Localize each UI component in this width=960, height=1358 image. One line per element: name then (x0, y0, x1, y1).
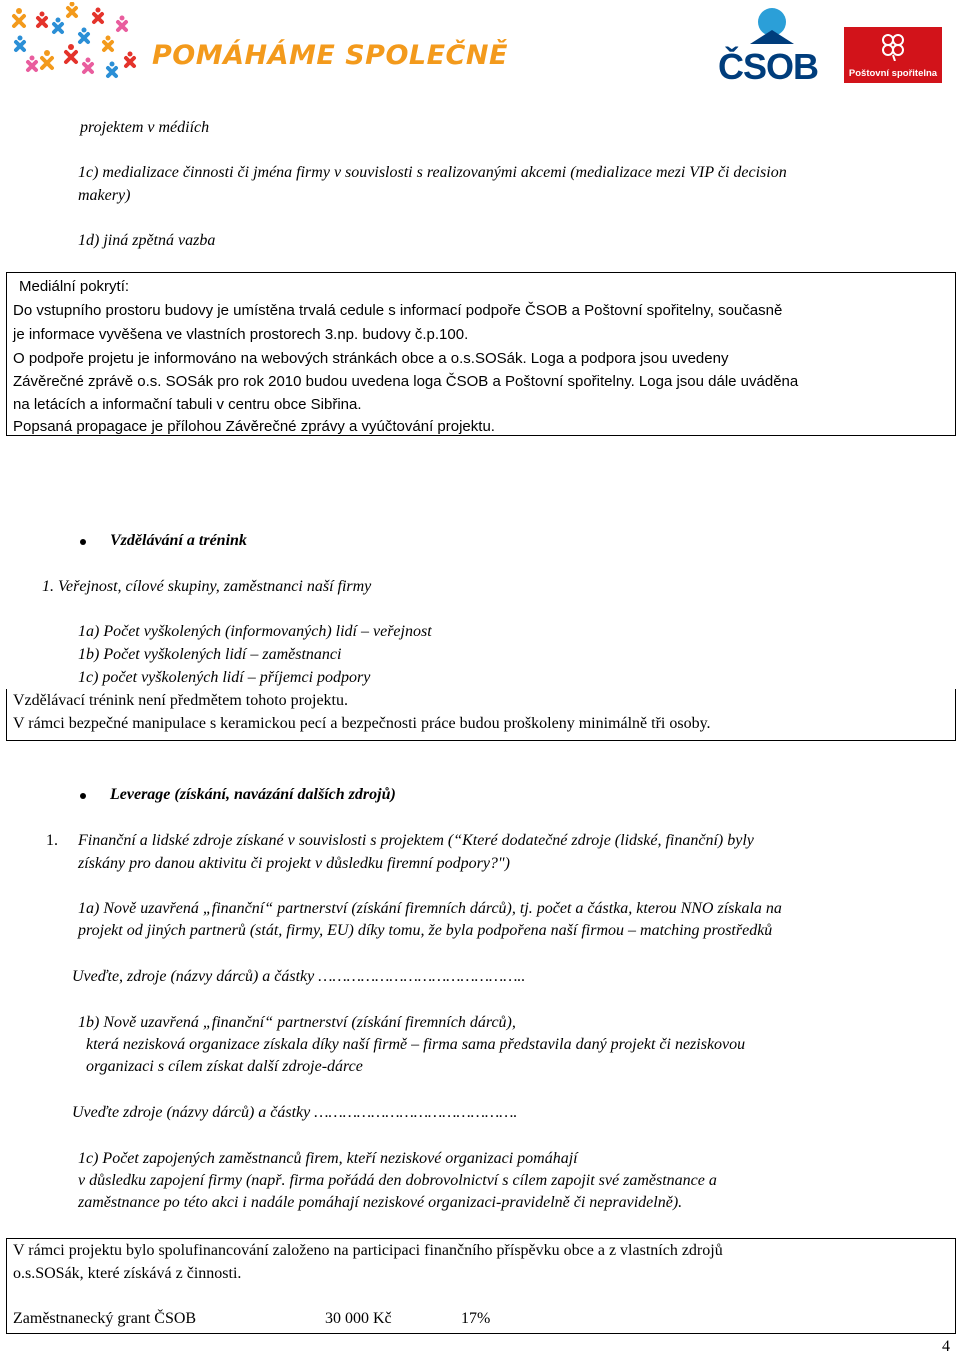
pomahame-logo-text: POMÁHÁME SPOLEČNĚ (152, 40, 508, 71)
training-box-line-1: Vzdělávací trénink není předmětem tohoto projektu. (13, 692, 348, 709)
grant-label: Zaměstnanecký grant ČSOB (13, 1310, 197, 1327)
leverage-1c-line-1: 1c) Počet zapojených zaměstnanců firem, kteří neziskové organizaci pomáhají (78, 1150, 578, 1167)
media-line-5: Závěrečné zprávě o.s. SOSák pro rok 2010 budou uvedena loga ČSOB a Poštovní spořitelny. Loga jsou dále uváděna (13, 373, 799, 390)
training-item-1: 1. Veřejnost, cílové skupiny, zaměstnanci naší firmy (42, 578, 372, 595)
media-line-2: Do vstupního prostoru budovy je umístěna trvalá cedule s informací podpoře ČSOB a Poštovní spořitelny, současně (13, 302, 783, 319)
training-box-line-2: V rámci bezpečné manipulace s keramickou pecí a bezpečnosti práce budou proškoleny minimálně tři osoby. (13, 715, 711, 732)
funding-line-1: V rámci projektu bylo spolufinancování založeno na participaci finančního příspěvku obce a z vlastních zdrojů (13, 1242, 723, 1259)
text-projektem: projektem v médiích (80, 119, 210, 136)
clover-icon (879, 31, 907, 61)
figures-icon (8, 2, 148, 82)
training-box (6, 689, 956, 741)
media-line-6: na letácích a informační tabuli v centru obce Sibřina. (13, 396, 362, 413)
leverage-1b-line-3: organizaci s cílem získat další zdroje-dárce (86, 1058, 363, 1075)
leverage-line-2: získány pro danou aktivitu či projekt v důsledku firemní podpory?") (78, 855, 510, 872)
csob-logo-text: ČSOB (718, 46, 819, 87)
funding-box (6, 1238, 956, 1334)
media-line-1: Mediální pokrytí: (19, 278, 130, 295)
media-line-3: je informace vyvěšena ve vlastních prostorech 3.np. budovy č.p.100. (13, 326, 469, 343)
training-1a: 1a) Počet vyškolených (informovaných) lidí – veřejnost (78, 623, 432, 640)
text-1c-line1: 1c) medializace činnosti či jména firmy v souvislosti s realizovanými akcemi (medializace mezi VIP či decision (78, 164, 787, 181)
text-1d: 1d) jiná zpětná vazba (78, 232, 216, 249)
postovni-sporitelna-logo (844, 27, 942, 83)
media-line-4: O podpoře projetu je informováno na webových stránkách obce a o.s.SOSák. Loga a podpora jsou uvedeny (13, 350, 729, 367)
training-1b: 1b) Počet vyškolených lidí – zaměstnanci (78, 646, 342, 663)
leverage-number: 1. (46, 832, 58, 849)
training-heading: Vzdělávání a trénink (110, 532, 247, 549)
funding-line-2: o.s.SOSák, které získává z činnosti. (13, 1265, 242, 1282)
leverage-sources-2: Uveďte zdroje (názvy dárců) a částky ……………………………………. (72, 1104, 518, 1121)
leverage-1b-line-1: 1b) Nově uzavřená „finanční“ partnerství (získání firemních dárců), (78, 1014, 516, 1031)
leverage-1a-line-1: 1a) Nově uzavřená „finanční“ partnerství (získání firemních dárců), tj. počet a částka, kterou NNO získala na (78, 900, 782, 917)
leverage-1a-line-2: projekt od jiných partnerů (stát, firmy, EU) díky tomu, že byla podpořena naší firmou – matching prostředků (78, 922, 773, 939)
postovni-sporitelna-text: Poštovní spořitelna (848, 68, 938, 79)
grant-percentage: 17% (461, 1310, 491, 1327)
leverage-heading: Leverage (získání, navázání dalších zdrojů) (110, 786, 396, 803)
leverage-sources-1: Uveďte, zdroje (názvy dárců) a částky …………………………………….. (72, 968, 526, 985)
training-1c: 1c) počet vyškolených lidí – příjemci podpory (78, 669, 371, 686)
media-line-7: Popsaná propagace je přílohou Závěrečné zprávy a vyúčtování projektu. (13, 418, 495, 435)
text-1c-line2: makery) (78, 187, 131, 204)
leverage-1c-line-2: v důsledku zapojení firmy (např. firma pořádá den dobrovolnictví s cílem zapojit své zaměstnance a (78, 1172, 717, 1189)
leverage-1b-line-2: která nezisková organizace získala díky naší firmě – firma sama představila daný projekt či neziskovou (86, 1036, 746, 1053)
leverage-1c-line-3: zaměstnance po této akci i nadále pomáhají neziskové organizaci-pravidelně či nepravidelně). (78, 1194, 683, 1211)
leverage-line-1: Finanční a lidské zdroje získané v souvislosti s projektem (“Které dodatečné zdroje (lidské, finanční) byly (78, 832, 754, 849)
bullet-leverage (80, 793, 86, 799)
page-number: 4 (942, 1338, 950, 1355)
csob-logo-icon (742, 6, 802, 46)
media-coverage-box (6, 272, 956, 436)
grant-amount: 30 000 Kč (325, 1310, 392, 1327)
bullet-training (80, 539, 86, 545)
